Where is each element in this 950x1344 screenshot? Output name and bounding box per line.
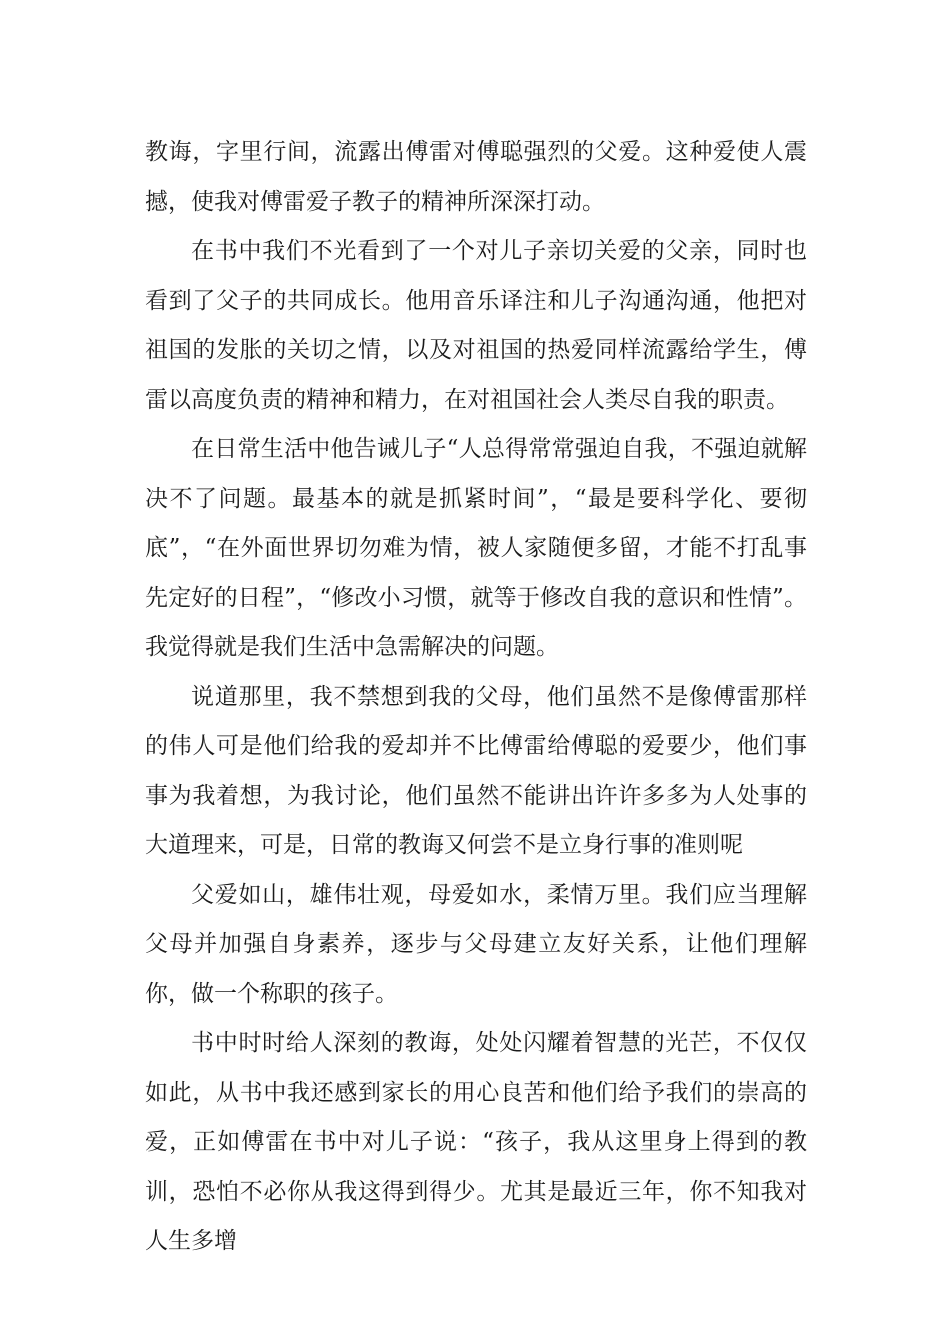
document-body <box>145 128 807 1267</box>
paragraph: 在书中我们不光看到了一个对儿子亲切关爱的父亲，同时也看到了父子的共同成长。他用音乐译注和儿子沟通沟通，他把对祖国的发胀的关切之情，以及对祖国的热爱同样流露给学生，傅雷以高度负责的精神和精力，在对祖国社会人类尽自我的职责。 <box>145 238 807 413</box>
paragraph: 书中时时给人深刻的教诲，处处闪耀着智慧的光芒，不仅仅如此，从书中我还感到家长的用心良苦和他们给予我们的崇高的爱，正如傅雷在书中对儿子说：“孩子，我从这里身上得到的教训，恐怕不必你从我这得到得少。尤其是最近三年，你不知我对人生多增 <box>145 1030 807 1254</box>
paragraph-continuation: 教诲，字里行间，流露出傅雷对傅聪强烈的父爱。这种爱使人震撼，使我对傅雷爱子教子的精神所深深打动。 <box>145 139 807 215</box>
paragraph: 说道那里，我不禁想到我的父母，他们虽然不是像傅雷那样的伟人可是他们给我的爱却并不比傅雷给傅聪的爱要少，他们事事为我着想，为我讨论，他们虽然不能讲出许许多多为人处事的大道理来，可是，日常的教诲又何尝不是立身行事的准则呢 <box>145 683 807 858</box>
paragraph: 父爱如山，雄伟壮观，母爱如水，柔情万里。我们应当理解父母并加强自身素养，逐步与父母建立友好关系，让他们理解你，做一个称职的孩子。 <box>145 881 807 1007</box>
paragraph: 在日常生活中他告诫儿子“人总得常常强迫自我，不强迫就解决不了问题。最基本的就是抓紧时间”，“最是要科学化、要彻底”，“在外面世界切勿难为情，被人家随便多留，才能不打乱事先定好的日程”，“修改小习惯，就等于修改自我的意识和性情”。我觉得就是我们生活中急需解决的问题。 <box>145 436 807 660</box>
